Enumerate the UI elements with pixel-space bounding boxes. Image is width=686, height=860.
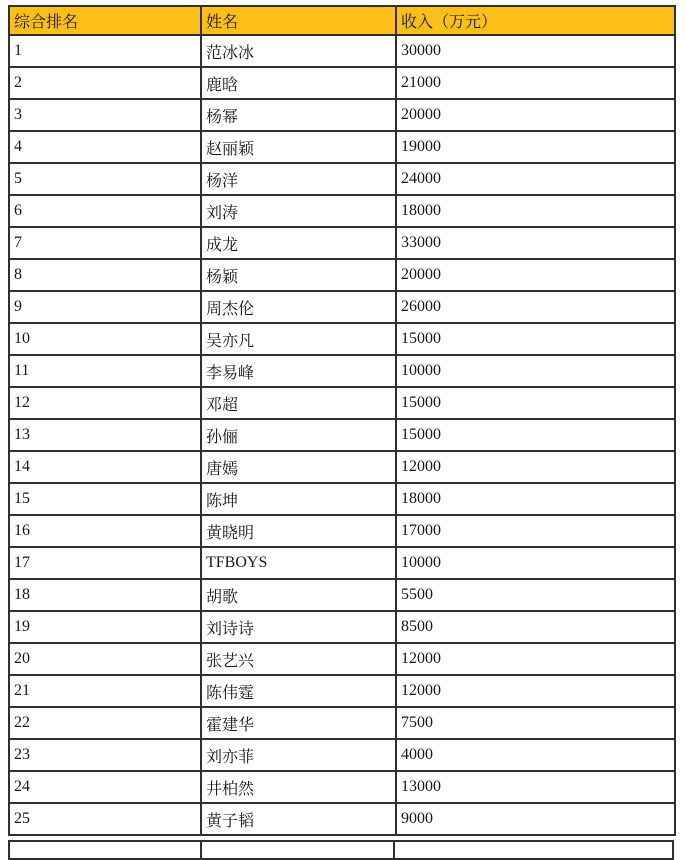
name-cell: 杨洋 <box>201 163 396 195</box>
table-row <box>9 579 675 611</box>
rank-cell: 15 <box>9 483 201 515</box>
table-row <box>9 323 675 355</box>
income-cell: 15000 <box>396 419 675 451</box>
table-row <box>9 99 675 131</box>
name-cell: 刘诗诗 <box>201 611 396 643</box>
table-row <box>9 771 675 803</box>
rank-cell: 4 <box>9 131 201 163</box>
income-cell: 12000 <box>396 675 675 707</box>
table-row <box>9 611 675 643</box>
income-cell: 18000 <box>396 483 675 515</box>
table-row <box>9 483 675 515</box>
income-cell: 17000 <box>396 515 675 547</box>
rank-cell: 10 <box>9 323 201 355</box>
table-body <box>9 35 675 835</box>
name-cell: 井柏然 <box>201 771 396 803</box>
name-cell: 霍建华 <box>201 707 396 739</box>
rank-cell: 14 <box>9 451 201 483</box>
table-row <box>9 707 675 739</box>
rank-cell: 21 <box>9 675 201 707</box>
name-cell: 黄子韬 <box>201 803 396 835</box>
name-cell: 邓超 <box>201 387 396 419</box>
name-cell: 杨幂 <box>201 99 396 131</box>
name-cell: 成龙 <box>201 227 396 259</box>
rank-cell: 16 <box>9 515 201 547</box>
table-row <box>9 35 675 67</box>
table-header-row <box>9 6 675 35</box>
income-cell: 30000 <box>396 35 675 67</box>
table-row <box>9 195 675 227</box>
table-row <box>9 163 675 195</box>
name-cell: TFBOYS <box>201 547 396 579</box>
table-row <box>9 739 675 771</box>
name-cell: 赵丽颖 <box>201 131 396 163</box>
income-cell: 20000 <box>396 99 675 131</box>
cutoff-cell <box>393 840 674 860</box>
name-cell: 刘亦菲 <box>201 739 396 771</box>
rank-cell: 18 <box>9 579 201 611</box>
name-cell: 胡歌 <box>201 579 396 611</box>
rank-cell: 3 <box>9 99 201 131</box>
table-row <box>9 451 675 483</box>
name-cell: 黄晓明 <box>201 515 396 547</box>
income-cell: 5500 <box>396 579 675 611</box>
rank-cell: 24 <box>9 771 201 803</box>
table-row <box>9 291 675 323</box>
income-cell: 8500 <box>396 611 675 643</box>
table-row <box>9 419 675 451</box>
rank-cell: 8 <box>9 259 201 291</box>
income-cell: 9000 <box>396 803 675 835</box>
cutoff-cell <box>200 840 395 860</box>
table-row <box>9 259 675 291</box>
income-cell: 12000 <box>396 451 675 483</box>
name-cell: 张艺兴 <box>201 643 396 675</box>
table-row <box>9 227 675 259</box>
income-cell: 20000 <box>396 259 675 291</box>
header-name: 姓名 <box>201 6 396 35</box>
name-cell: 刘涛 <box>201 195 396 227</box>
income-cell: 10000 <box>396 547 675 579</box>
cutoff-next-row <box>8 840 674 860</box>
rank-cell: 23 <box>9 739 201 771</box>
name-cell: 鹿晗 <box>201 67 396 99</box>
table-row <box>9 131 675 163</box>
rank-cell: 9 <box>9 291 201 323</box>
name-cell: 杨颖 <box>201 259 396 291</box>
rank-cell: 20 <box>9 643 201 675</box>
income-cell: 33000 <box>396 227 675 259</box>
table-row <box>9 387 675 419</box>
rank-cell: 13 <box>9 419 201 451</box>
income-cell: 18000 <box>396 195 675 227</box>
rank-cell: 1 <box>9 35 201 67</box>
table-row <box>9 643 675 675</box>
name-cell: 孙俪 <box>201 419 396 451</box>
table-row <box>9 547 675 579</box>
income-cell: 10000 <box>396 355 675 387</box>
income-cell: 4000 <box>396 739 675 771</box>
celebrity-income-table <box>8 5 676 836</box>
table-row <box>9 515 675 547</box>
rank-cell: 19 <box>9 611 201 643</box>
table-row <box>9 67 675 99</box>
name-cell: 周杰伦 <box>201 291 396 323</box>
name-cell: 吴亦凡 <box>201 323 396 355</box>
table-row <box>9 675 675 707</box>
income-cell: 24000 <box>396 163 675 195</box>
income-cell: 7500 <box>396 707 675 739</box>
income-cell: 19000 <box>396 131 675 163</box>
table-row <box>9 803 675 835</box>
income-cell: 15000 <box>396 387 675 419</box>
cutoff-cell <box>8 840 202 860</box>
name-cell: 陈坤 <box>201 483 396 515</box>
rank-cell: 22 <box>9 707 201 739</box>
rank-cell: 7 <box>9 227 201 259</box>
rank-cell: 5 <box>9 163 201 195</box>
rank-cell: 11 <box>9 355 201 387</box>
name-cell: 陈伟霆 <box>201 675 396 707</box>
header-income: 收入（万元） <box>396 6 675 35</box>
rank-cell: 6 <box>9 195 201 227</box>
rank-cell: 2 <box>9 67 201 99</box>
header-rank: 综合排名 <box>9 6 201 35</box>
income-cell: 26000 <box>396 291 675 323</box>
rank-cell: 17 <box>9 547 201 579</box>
income-cell: 13000 <box>396 771 675 803</box>
income-cell: 15000 <box>396 323 675 355</box>
name-cell: 范冰冰 <box>201 35 396 67</box>
income-cell: 21000 <box>396 67 675 99</box>
table-row <box>9 355 675 387</box>
rank-cell: 12 <box>9 387 201 419</box>
income-cell: 12000 <box>396 643 675 675</box>
rank-cell: 25 <box>9 803 201 835</box>
name-cell: 李易峰 <box>201 355 396 387</box>
name-cell: 唐嫣 <box>201 451 396 483</box>
